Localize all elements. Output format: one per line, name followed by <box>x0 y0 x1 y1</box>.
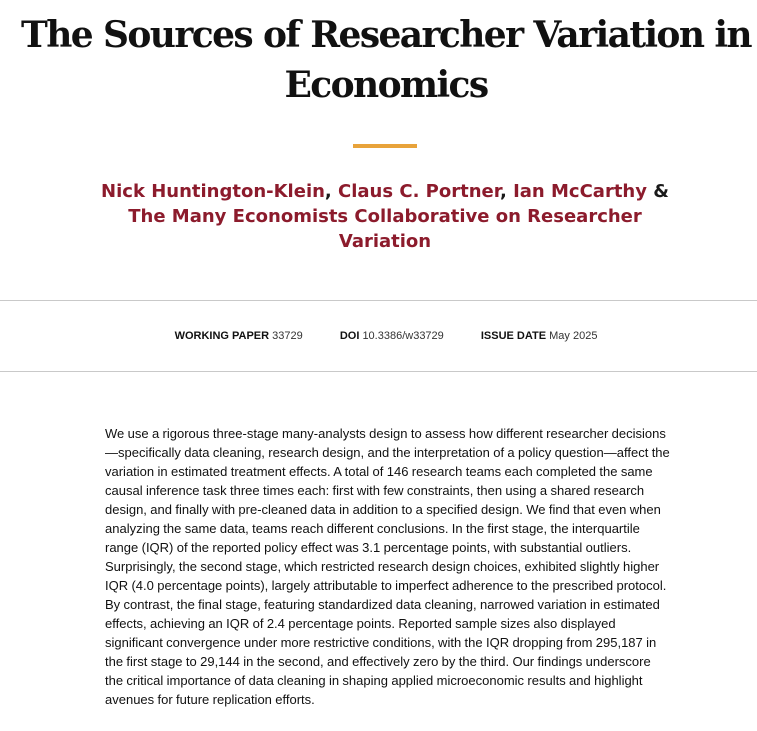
author-link-portner[interactable]: Claus C. Portner <box>338 181 500 202</box>
author-link-mccarthy[interactable]: Ian McCarthy <box>513 181 647 202</box>
meta-divider-top <box>0 300 757 301</box>
author-link-huntington-klein[interactable]: Nick Huntington-Klein <box>101 181 325 202</box>
issue-date-meta <box>481 329 598 343</box>
doi-meta <box>340 329 444 343</box>
issue-date-value: May 2025 <box>549 330 598 342</box>
author-separator: , <box>499 181 514 202</box>
author-list <box>100 179 670 254</box>
issue-date-label: ISSUE DATE <box>480 330 547 342</box>
paper-meta-bar <box>0 329 757 343</box>
author-link-collaborative[interactable]: The Many Economists Collaborative on Researcher Variation <box>128 206 642 252</box>
meta-divider-bottom <box>0 371 757 372</box>
title-accent-rule <box>353 144 417 148</box>
doi-label: DOI <box>339 330 360 342</box>
doi-value: 10.3386/w33729 <box>362 330 444 342</box>
page-title: The Sources of Researcher Variation in Economics <box>21 14 751 106</box>
working-paper-meta <box>175 329 303 343</box>
author-separator: , <box>324 181 339 202</box>
abstract-text: We use a rigorous three-stage many-analysts design to assess how different researcher decisions—specifically data cleaning, research design, and the interpretation of a policy question—affect the variation in estimated treatment effects. A total of 146 research teams each completed the same causal inference task three times each: first with few constraints, then using a shared research design, and finally with pre-cleaned data in addition to a specified design. We find that even when analyzing the same data, teams reach different conclusions. In the first stage, the interquartile range (IQR) of the reported policy effect was 3.1 percentage points, with substantial outliers. Surprisingly, the second stage, which restricted research design choices, exhibited slightly higher IQR (4.0 percentage points), largely attributable to imperfect adherence to the prescribed protocol. By contrast, the final stage, featuring standardized data cleaning, narrowed variation in estimated effects, achieving an IQR of 2.4 percentage points. Reported sample sizes also displayed significant convergence under more restrictive conditions, with the IQR dropping from 295,187 in the first stage to 29,144 in the second, and effectively zero by the third. Our findings underscore the critical importance of data cleaning in shaping applied microeconomic results and highlight avenues for future replication efforts. <box>105 426 670 707</box>
working-paper-number: 33729 <box>272 330 303 342</box>
author-separator-amp: & <box>646 181 669 202</box>
working-paper-label: WORKING PAPER <box>174 330 270 342</box>
